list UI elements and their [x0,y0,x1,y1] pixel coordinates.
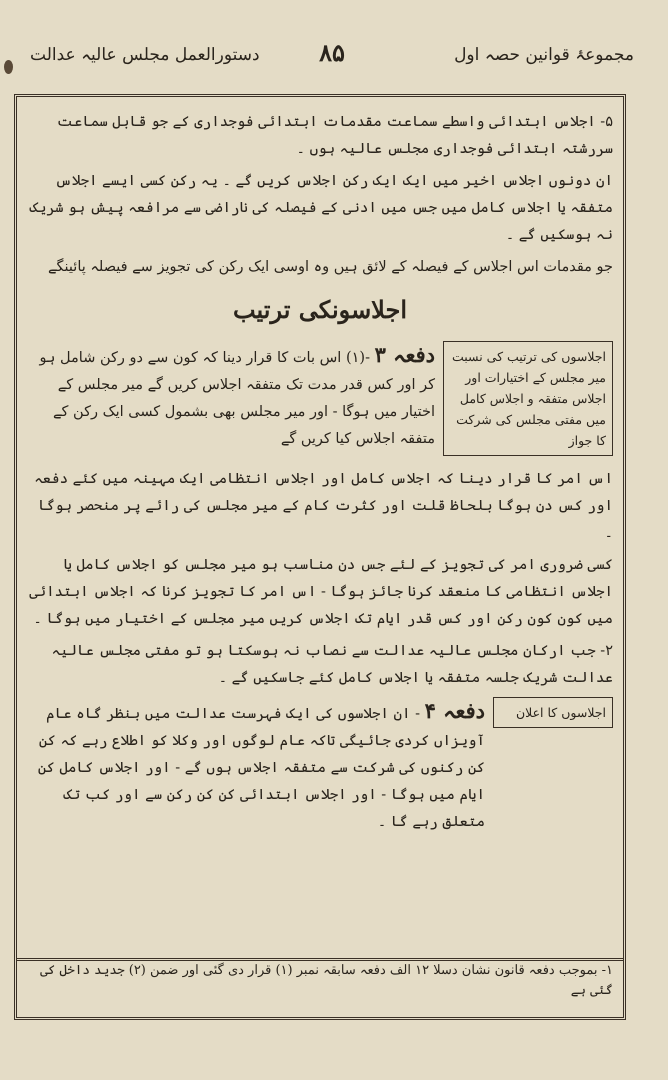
dafa-4-block [27,697,613,836]
dafa-3-text: -(۱) اس بات کا قرار دینا کہ کون سے دو رکن شامل ہو کر اور کس قدر مدت تک متفقہ اجلاس کریں گے میر مجلس کے اختیار میں ہوگا - اور میر مجلس بھی بشمول کسی ایک رکن کے متفقہ اجلاس کیا کریں گے [39,350,435,447]
body-text [27,109,613,846]
header-chapter-title: دستورالعمل مجلس عالیہ عدالت [30,45,260,65]
side-note-arrangement: اجلاسوں کی ترتیب کی نسبت میر مجلس کے اختیارات اور اجلاس متفقہ و اجلاس کامل میں مفتی مجلس کی شرکت کا جواز [443,341,613,456]
page-header [22,38,642,78]
paragraph-cases: جو مقدمات اس اجلاس کے فیصلہ کے لائق ہیں وہ اوسی ایک رکن کی تجویز سے فیصلہ پائینگے [48,259,613,275]
text-frame [14,94,626,1020]
dafa-4-label: دفعہ ۴ [424,698,485,723]
paragraph-special-session: کسی ضروری امر کی تجویز کے لئے جس دن مناسب ہو میر مجلس کو اجلاس کامل یا اجلاس انتظامی کا منعقد کرنا جائز ہوگا - اس امر کا تجویز کرنا کہ اجلاس ابتدائی میں کون کون رکن اور کس قدر ایام تک اجلاس کریں میر مجلس کے اختیار میں ہوگا ۔ [29,557,613,627]
section-title: اجلاسونکی ترتیب [232,295,408,324]
page-number: ۸۵ [319,38,345,67]
paragraph-clause-5: ۵- اجلاس ابتدائی واسطے سماعت مقدمات ابتدائی فوجداری کے جو قابل سماعت سررشتہ ابتدائی فوجداری مجلس عالیہ ہوں ۔ [56,114,613,157]
footnote: ۱- بموجب دفعہ قانون نشان دسلا ۱۲ الف دفعہ سابقہ نمبر (۱) قرار دی گئی اور ضمن (۲) جدید داخل کی گئی ہے [40,963,613,998]
paragraph-members: ان دونوں اجلاس اخیر میں ایک ایک رکن اجلاس کریں گے ۔ یہ رکن کسی ایسے اجلاس متفقہ یا اجلاس کامل میں جس میں ادنی کے فیصلہ کی ناراضی سے مرافعہ پیش ہو شریک نہ ہوسکیں گے ۔ [29,173,613,243]
dafa-4-text: - ان اجلاسوں کی ایک فہرست عدالت میں بنظر گاہ عام آویزاں کردی جائیگی تاکہ عام لوگوں اور وکلا کو اطلاع رہے کہ کن کن رکنوں کی شرکت سے متفقہ اجلاس ہوں گے - اور اجلاس کامل کن ایام میں ہوگا - اور اجلاس ابتدائی کن کن رکن سے اور کب تک متعلق رہے گا ۔ [37,706,485,830]
dafa-3-text-wrap [27,341,435,453]
paragraph-schedule: اس امر کا قرار دینا کہ اجلاس کامل اور اجلاس انتظامی ایک مہینہ میں کئے دفعہ اور کس دن ہوگا بلحاظ قلت اور کثرت کام کے میر مجلس کی رائے پر منحصر ہوگا ۔ [34,471,613,541]
ink-spot [4,60,13,74]
dafa-4-text-wrap [27,697,485,836]
side-note-announcement: اجلاسوں کا اعلان [493,697,613,728]
dafa-3-label: دفعہ ۳ [374,342,435,367]
header-book-title: مجموعۂ قوانین حصہ اول [454,45,634,65]
paragraph-quorum: ۲- جب ارکان مجلس عالیہ عدالت سے نصاب نہ ہوسکتا ہو تو مفتی مجلس عالیہ عدالت شریک جلسہ متفقہ یا اجلاس کامل کئے جاسکیں گے ۔ [51,643,613,686]
dafa-3-block [27,341,613,456]
